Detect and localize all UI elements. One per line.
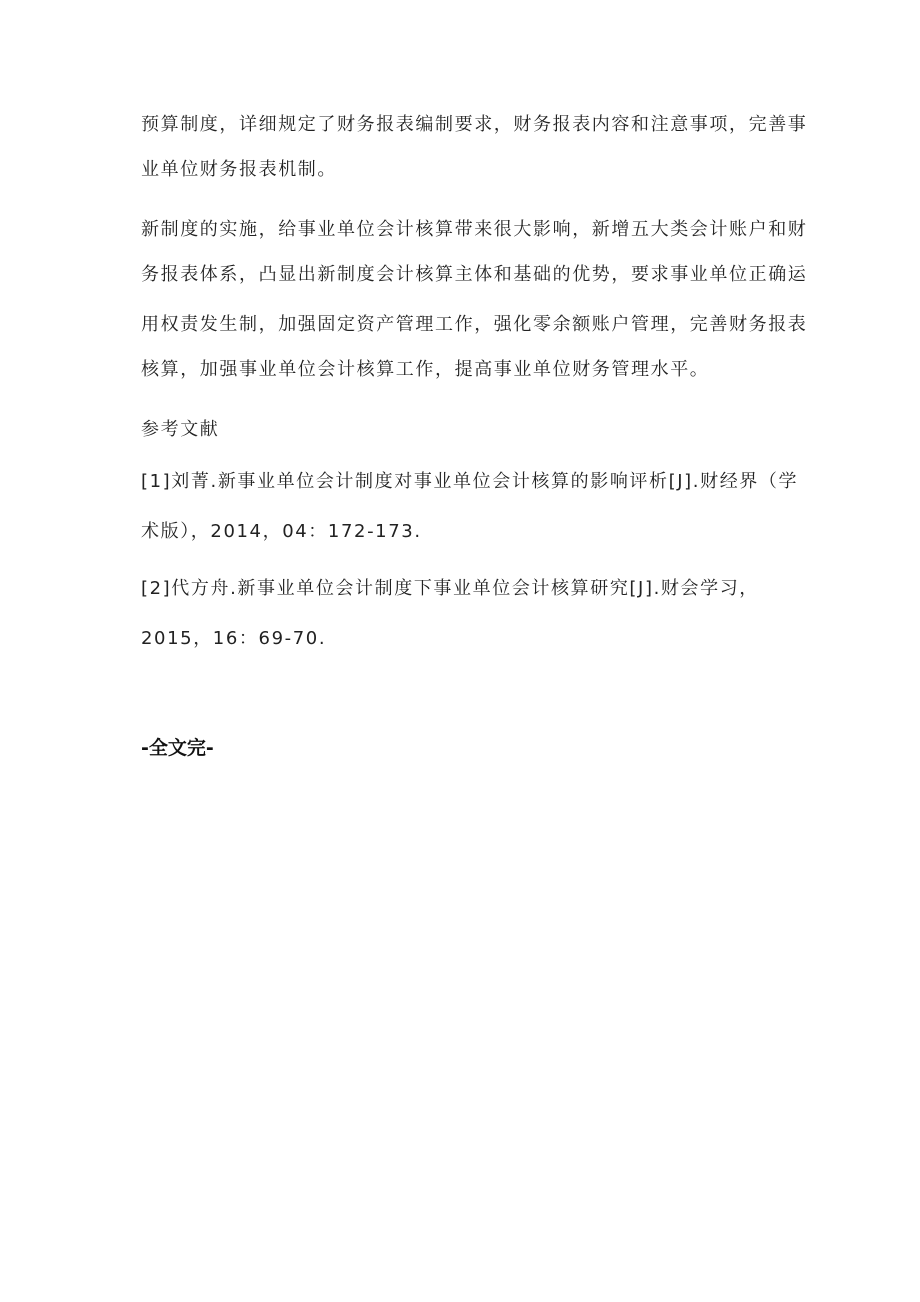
reference-2-line-2: 2015，16：69-70.: [141, 628, 327, 649]
reference-2-line-1: [2]代方舟.新事业单位会计制度下事业单位会计核算研究[J].财会学习，: [141, 578, 759, 599]
reference-1-line-1: [1]刘菁.新事业单位会计制度对事业单位会计核算的影响评析[J].财经界（学: [141, 471, 799, 492]
reference-1-line-2: 术版），2014，04：172-173.: [141, 521, 422, 542]
paragraph-1-line-1: 预算制度，详细规定了财务报表编制要求，财务报表内容和注意事项，完善事: [141, 114, 808, 135]
paragraph-2-line-1: 新制度的实施，给事业单位会计核算带来很大影响，新增五大类会计账户和财: [141, 219, 808, 240]
paragraph-2-line-2: 务报表体系，凸显出新制度会计核算主体和基础的优势，要求事业单位正确运: [141, 264, 808, 285]
paragraph-2-line-4: 核算，加强事业单位会计核算工作，提高事业单位财务管理水平。: [141, 359, 710, 380]
end-of-document-mark: -全文完-: [141, 737, 214, 759]
paragraph-1-line-2: 业单位财务报表机制。: [141, 159, 337, 180]
paragraph-2-line-3: 用权责发生制，加强固定资产管理工作，强化零余额账户管理，完善财务报表: [141, 314, 808, 335]
references-heading: 参考文献: [141, 419, 220, 440]
